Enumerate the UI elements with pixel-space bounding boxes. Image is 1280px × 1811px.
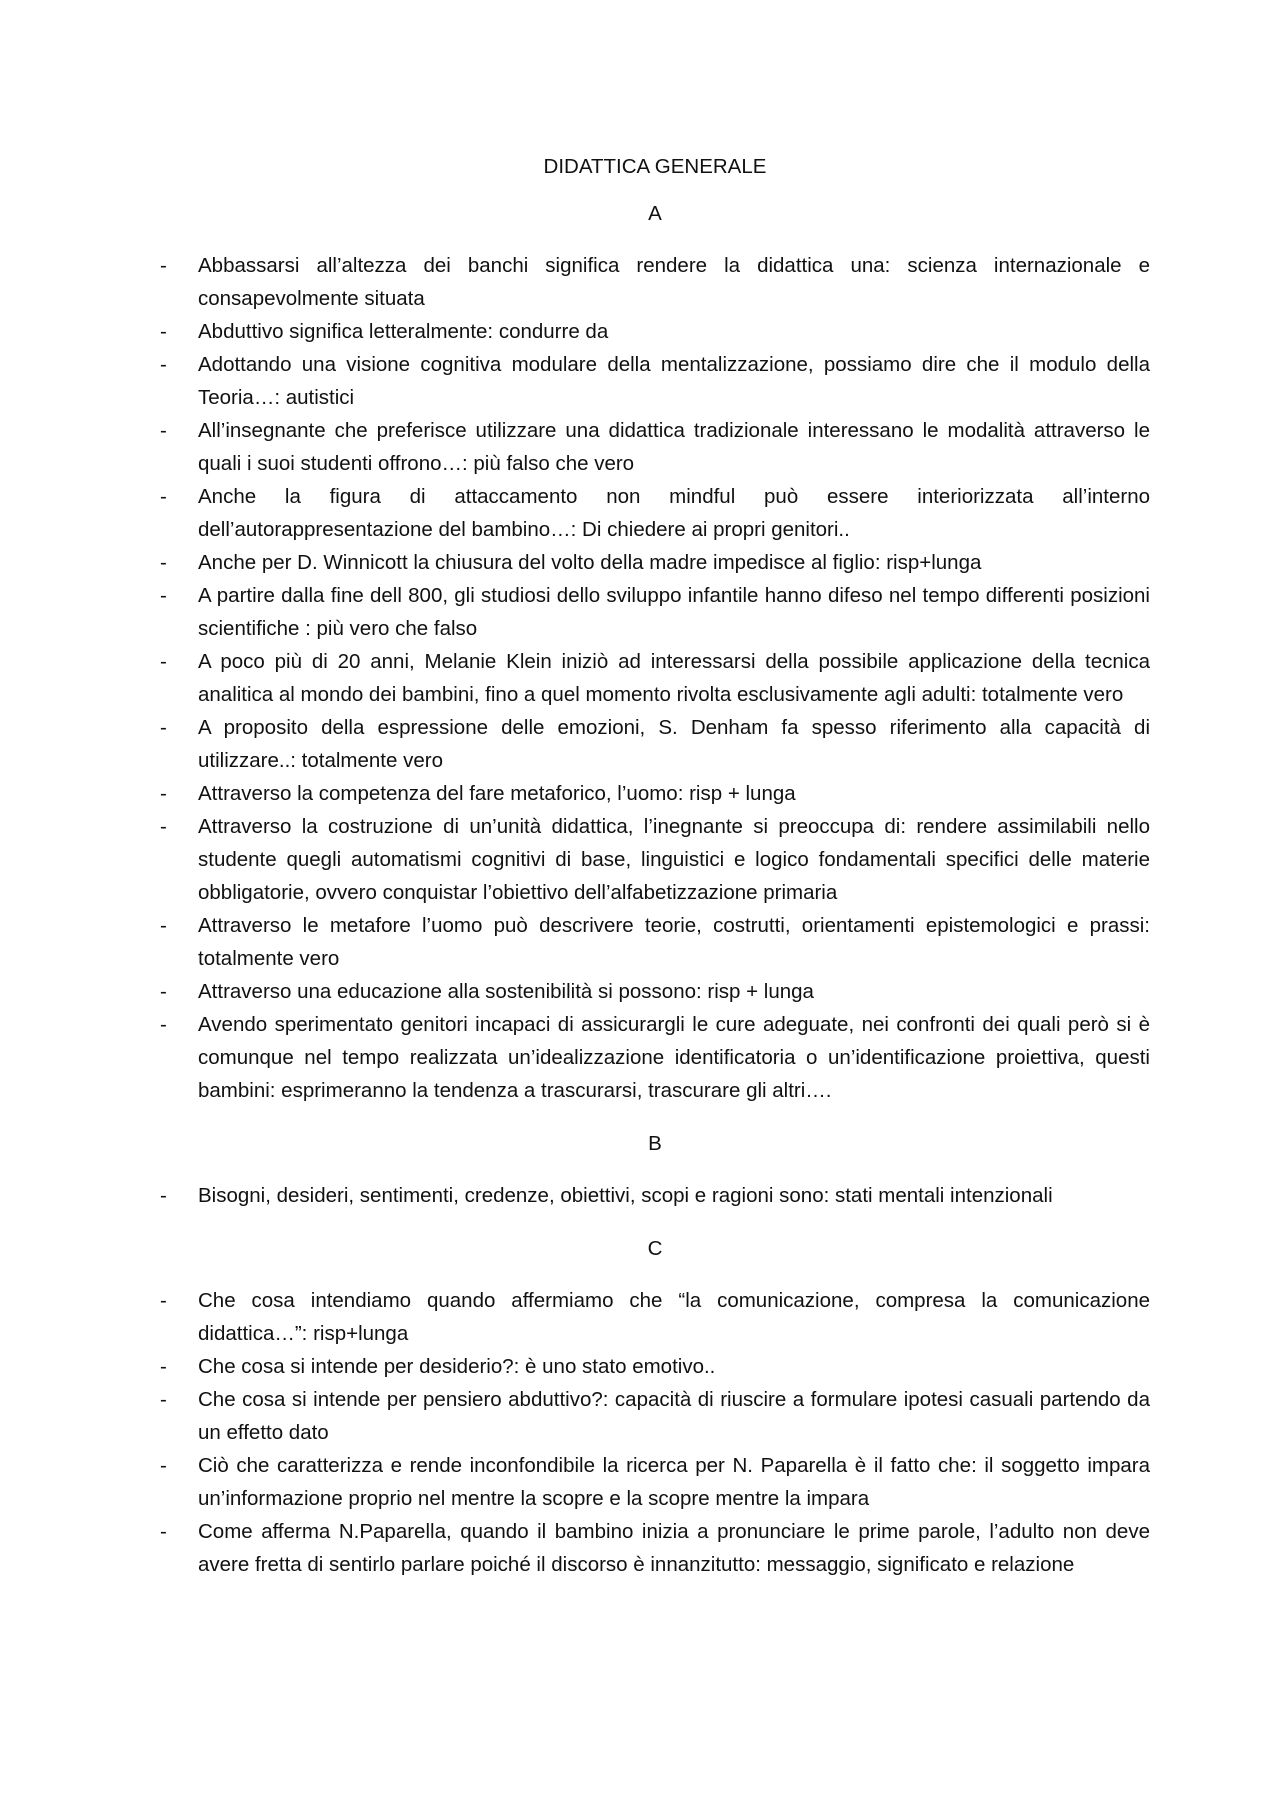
entry-text: Attraverso le metafore l’uomo può descrivere teorie, costrutti, orientamenti epistemologici e prassi: totalmente vero — [198, 914, 1150, 970]
bullet-dash: - — [160, 485, 167, 508]
bullet-dash: - — [160, 1289, 167, 1312]
bullet-dash: - — [160, 914, 167, 937]
entry-list — [160, 249, 1150, 1107]
section-c — [160, 1232, 1150, 1581]
list-item — [160, 480, 1150, 546]
list-item — [160, 1284, 1150, 1350]
bullet-dash: - — [160, 584, 167, 607]
list-item — [160, 777, 1150, 810]
bullet-dash: - — [160, 1184, 167, 1207]
entry-text: All’insegnante che preferisce utilizzare una didattica tradizionale interessano le modalità attraverso le quali i suoi studenti offrono…: più falso che vero — [198, 419, 1150, 475]
list-item — [160, 1383, 1150, 1449]
entry-text: A proposito della espressione delle emozioni, S. Denham fa spesso riferimento alla capacità di utilizzare..: totalmente vero — [198, 716, 1150, 772]
entry-text: Bisogni, desideri, sentimenti, credenze, obiettivi, scopi e ragioni sono: stati mentali intenzionali — [198, 1184, 1053, 1207]
bullet-dash: - — [160, 782, 167, 805]
list-item — [160, 579, 1150, 645]
bullet-dash: - — [160, 1013, 167, 1036]
entry-text: Abduttivo significa letteralmente: condurre da — [198, 320, 609, 343]
entry-text: A partire dalla fine dell 800, gli studiosi dello sviluppo infantile hanno difeso nel tempo differenti posizioni scientifiche : più vero che falso — [198, 584, 1150, 640]
entry-text: A poco più di 20 anni, Melanie Klein iniziò ad interessarsi della possibile applicazione della tecnica analitica al mondo dei bambini, fino a quel momento rivolta esclusivamente agli adulti: totalmente vero — [198, 650, 1150, 706]
entry-text: Che cosa intendiamo quando affermiamo che “la comunicazione, compresa la comunicazione didattica…”: risp+lunga — [198, 1289, 1150, 1345]
bullet-dash: - — [160, 1355, 167, 1378]
bullet-dash: - — [160, 551, 167, 574]
list-item — [160, 1179, 1150, 1212]
bullet-dash: - — [160, 716, 167, 739]
entry-text: Che cosa si intende per pensiero abduttivo?: capacità di riuscire a formulare ipotesi casuali partendo da un effetto dato — [198, 1388, 1150, 1444]
section-letter: A — [648, 202, 662, 225]
list-item — [160, 645, 1150, 711]
list-item — [160, 711, 1150, 777]
entry-list — [160, 1284, 1150, 1581]
entry-text: Adottando una visione cognitiva modulare della mentalizzazione, possiamo dire che il modulo della Teoria…: autistici — [198, 353, 1150, 409]
list-item — [160, 975, 1150, 1008]
bullet-dash: - — [160, 980, 167, 1003]
entry-text: Attraverso la costruzione di un’unità didattica, l’inegnante si preoccupa di: rendere assimilabili nello studente quegli automatismi cognitivi di base, linguistici e logico fondamentali specifici delle materie obbligatorie, ovvero conquistar l’obiettivo dell’alfabetizzazione primaria — [198, 815, 1150, 904]
list-item — [160, 1449, 1150, 1515]
bullet-dash: - — [160, 320, 167, 343]
list-item — [160, 1515, 1150, 1581]
entry-text: Che cosa si intende per desiderio?: è uno stato emotivo.. — [198, 1355, 716, 1378]
bullet-dash: - — [160, 419, 167, 442]
entry-text: Ciò che caratterizza e rende inconfondibile la ricerca per N. Paparella è il fatto che: il soggetto impara un’informazione proprio nel mentre la scopre e la scopre mentre la impara — [198, 1454, 1150, 1510]
section-letter: B — [648, 1132, 662, 1155]
entry-text: Abbassarsi all’altezza dei banchi significa rendere la didattica una: scienza internazionale e consapevolmente situata — [198, 254, 1150, 310]
section-letter: C — [647, 1237, 663, 1260]
entry-text: Attraverso una educazione alla sostenibilità si possono: risp + lunga — [198, 980, 814, 1003]
bullet-dash: - — [160, 650, 167, 673]
bullet-dash: - — [160, 1454, 167, 1477]
entry-list — [160, 1179, 1150, 1212]
list-item — [160, 315, 1150, 348]
bullet-dash: - — [160, 815, 167, 838]
entry-text: Attraverso la competenza del fare metaforico, l’uomo: risp + lunga — [198, 782, 796, 805]
bullet-dash: - — [160, 1388, 167, 1411]
entry-text: Anche la figura di attaccamento non mindful può essere interiorizzata all’interno dell’autorappresentazione del bambino…: Di chiedere ai propri genitori.. — [198, 485, 1150, 541]
section-a — [160, 197, 1150, 1107]
list-item — [160, 546, 1150, 579]
bullet-dash: - — [160, 1520, 167, 1543]
list-item — [160, 1350, 1150, 1383]
list-item — [160, 348, 1150, 414]
section-b — [160, 1127, 1150, 1212]
list-item — [160, 909, 1150, 975]
entry-text: Anche per D. Winnicott la chiusura del volto della madre impedisce al figlio: risp+lunga — [198, 551, 982, 574]
document-body — [160, 197, 1150, 1581]
document-title: DIDATTICA GENERALE — [543, 155, 767, 178]
list-item — [160, 249, 1150, 315]
entry-text: Come afferma N.Paparella, quando il bambino inizia a pronunciare le prime parole, l’adulto non deve avere fretta di sentirlo parlare poiché il discorso è innanzitutto: messaggio, significato e relazione — [198, 1520, 1150, 1576]
bullet-dash: - — [160, 254, 167, 277]
list-item — [160, 1008, 1150, 1107]
bullet-dash: - — [160, 353, 167, 376]
entry-text: Avendo sperimentato genitori incapaci di assicurargli le cure adeguate, nei confronti dei quali però si è comunque nel tempo realizzata un’idealizzazione identificatoria o un’identificazione proiettiva, questi bambini: esprimeranno la tendenza a trascurarsi, trascurare gli altri…. — [198, 1013, 1150, 1102]
list-item — [160, 810, 1150, 909]
document-page — [160, 150, 1150, 1601]
list-item — [160, 414, 1150, 480]
